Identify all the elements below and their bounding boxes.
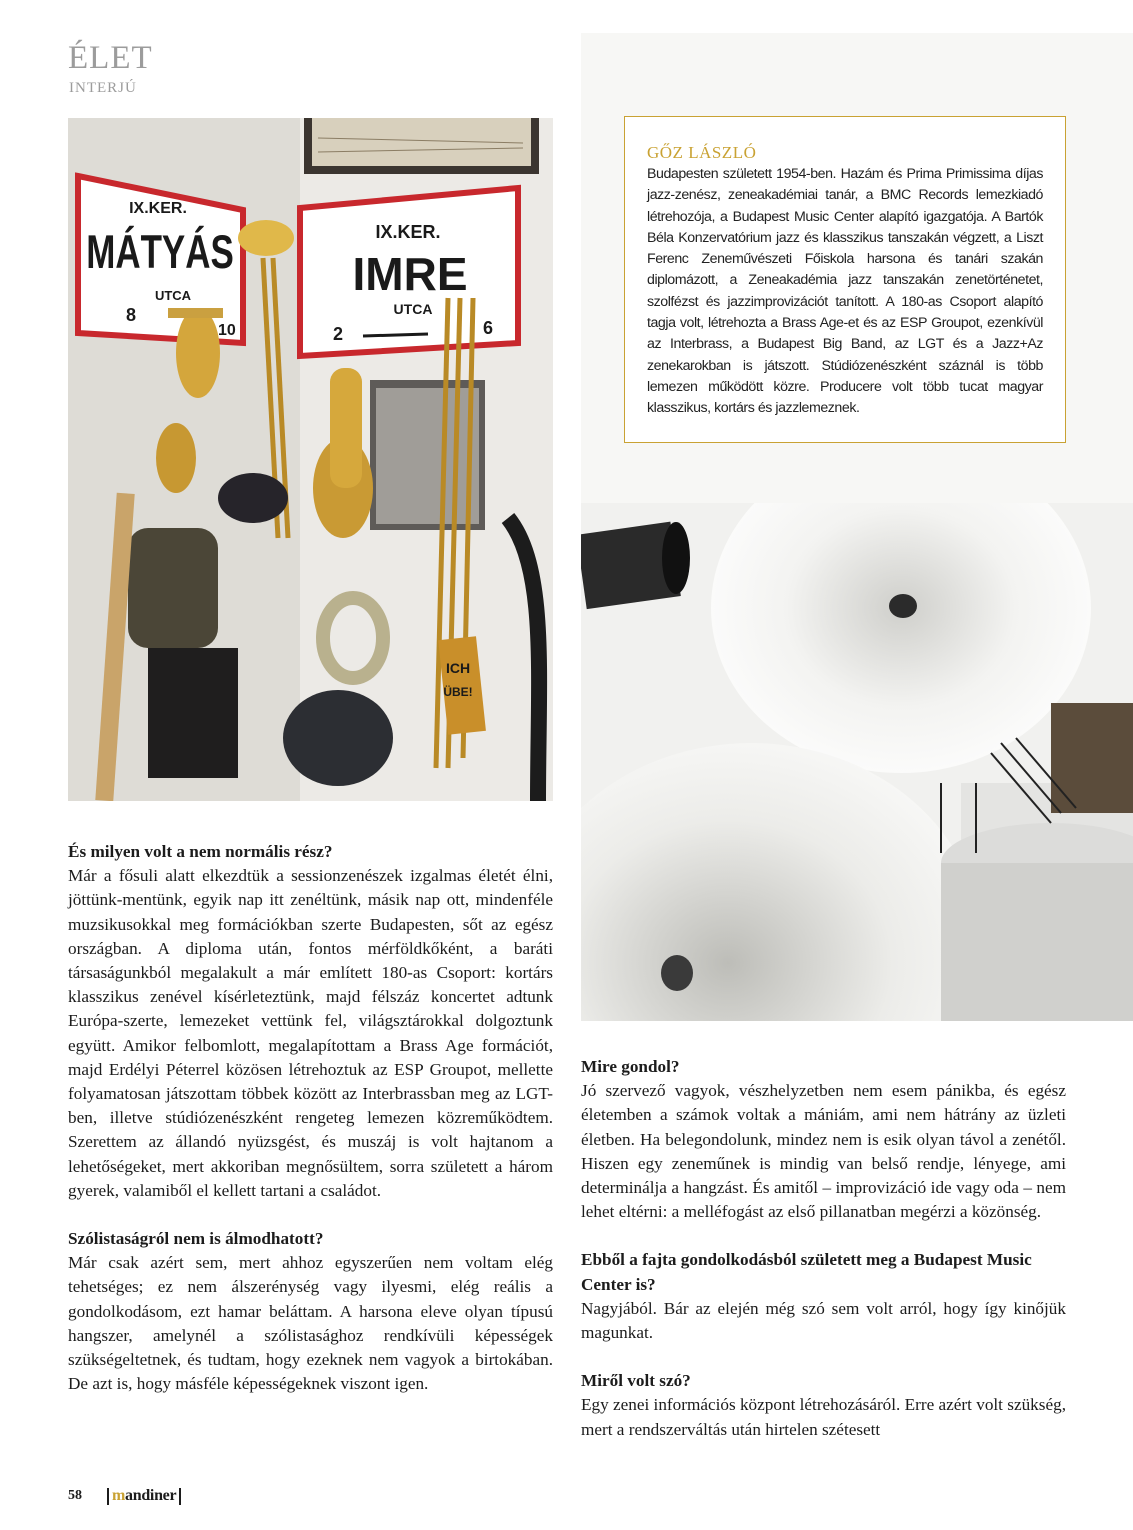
- tag-text-1: ICH: [445, 660, 471, 676]
- sign1-left-number: 8: [126, 305, 137, 325]
- tag-text-2: ÜBE!: [443, 685, 473, 699]
- brand-bar-left: [107, 1488, 109, 1505]
- section-title: ÉLET: [68, 40, 153, 76]
- instruments-photo: [68, 118, 553, 801]
- sign2-left-number: 2: [333, 324, 344, 344]
- answer-paragraph: Nagyjából. Bár az elején még szó sem volt arról, hogy így kinőjük magunkat.: [581, 1298, 1066, 1343]
- question-heading: Szólistaságról nem is álmodhatott?: [68, 1229, 324, 1249]
- sign2-street: IMRE: [352, 248, 468, 300]
- brand-bar-right: [179, 1488, 181, 1505]
- brand-logo: [104, 1487, 184, 1505]
- article-right-column: [581, 1055, 1066, 1442]
- brand-initial: m: [112, 1487, 126, 1504]
- answer-paragraph: Egy zenei információs központ létrehozásáról. Erre azért volt szükség, mert a rendszerváltás után hirtelen szétesett: [581, 1395, 1066, 1439]
- question-heading: Miről volt szó?: [581, 1371, 691, 1391]
- page-footer: [68, 1487, 184, 1505]
- section-subtitle: INTERJÚ: [69, 80, 137, 96]
- sign2-right-number: 6: [483, 318, 494, 338]
- answer-paragraph: Jó szervező vagyok, vészhelyzetben nem esem pánikba, és egész életemben a számok voltak a mániám, ami nem hátrány az üzleti életben. Ha belegondolunk, mindez nem is esik olyan távol a zenétől. Hiszen egy zeneműnek is mindig van belső rendje, lényege, ami determinálja a hangzást. És amitől – improvizáció ide vagy oda – nem lehet eltérni: a melléfogást az első pillanatban megérzi a közönség.: [581, 1081, 1066, 1222]
- question-heading: Mire gondol?: [581, 1057, 680, 1076]
- sign1-district: IX.KER.: [129, 200, 187, 217]
- biography-box: [624, 116, 1066, 443]
- instruments-illustration: [68, 118, 553, 801]
- brand-name: andiner: [125, 1487, 177, 1504]
- sign1-utca: UTCA: [154, 288, 192, 303]
- biography-text: Budapesten született 1954-ben. Hazám és Prima Primissima díjas jazz-zenész, zeneakadémiai tanár, a BMC Records lemezkiadó létrehozója, a Budapest Music Center alapító igazgatója. A Bartók Béla Konzervatórium jazz és klasszikus tanszakán végzett, a Liszt Ferenc Zeneművészeti Főiskola harsona és tanári szakán diplomázott, a Zeneakadémia jazz tanszakán zenetörténetet, szolfézst és jazzimprovizációt tanított. A 180-as Csoport alapító tagja volt, létrehozta a Brass Age-et és az ESP Groupot, ezenkívül az Interbrass, a Budapest Big Band, az LGT és a Jazz+Az zenekarokban is játszott. Stúdiózenészként száznál is több lemezen működött közre. Producere volt több tucat magyar klasszikus, kortárs és jazzlemeznek.: [647, 166, 1043, 417]
- page-number: 58: [68, 1488, 82, 1503]
- answer-paragraph: Már csak azért sem, mert ahhoz egyszerűen nem voltam elég tehetséges; ez nem álszerénység vagy ilyesmi, elég reális a gondolkodásom, ezt hamar beláttam. A harsona eleve olyan típusú hangszer, amelynél a szólistasághoz rendkívüli képességek szükségeltetnek, és tudtam, hogy ezeknek nem vagyok a birtokában. De azt is, hogy másféle képességeknek viszont igen.: [68, 1253, 553, 1394]
- sign1-street: MÁTYÁS: [86, 224, 234, 279]
- article-left-column: [68, 840, 553, 1396]
- horn-lamps-illustration: [581, 503, 1133, 1021]
- horn-lamps-photo: [581, 503, 1133, 1021]
- sign1-right-number: 10: [218, 322, 236, 339]
- sign2-district: IX.KER.: [375, 222, 441, 242]
- biography-title: GŐZ LÁSZLÓ: [647, 143, 757, 162]
- question-heading: És milyen volt a nem normális rész?: [68, 842, 333, 861]
- answer-paragraph: Már a fősuli alatt elkezdtük a sessionzenészek izgalmas életét élni, jöttünk-mentünk, egyik nap itt zenéltünk, másik nap ott, mindenféle muzsikusokkal meg formációkban szerte Budapesten, sőt az egész országban. A diploma után, fontos mérföldkőként, a baráti társaságunkból megalakult a már említett 180-as Csoport: kortárs klasszikus zenével kísérleteztünk, majd félszáz koncertet adtunk Európa-szerte, lemezeket vettünk fel, világsztárokkal dolgoztunk együtt. Amikor felbomlott, megalapítottam a Brass Age formációt, majd Erdélyi Péterrel közösen létrehoztuk az ESP Groupot, mellette folyamatosan játszottam többek között az Interbrassban meg az LGT-ben, illetve stúdiózenészként rengeteg lemezen közreműködtem. Szerettem az állandó nyüzsgést, és muszáj is volt hajtanom a lehetőségeket, mert akkoriban megnősültem, sorra született a három gyerek, valamiből el kellett tartani a családot.: [68, 866, 553, 1200]
- question-heading: Ebből a fajta gondolkodásból született meg a Budapest Music Center is?: [581, 1250, 1032, 1294]
- sign2-utca: UTCA: [393, 301, 433, 317]
